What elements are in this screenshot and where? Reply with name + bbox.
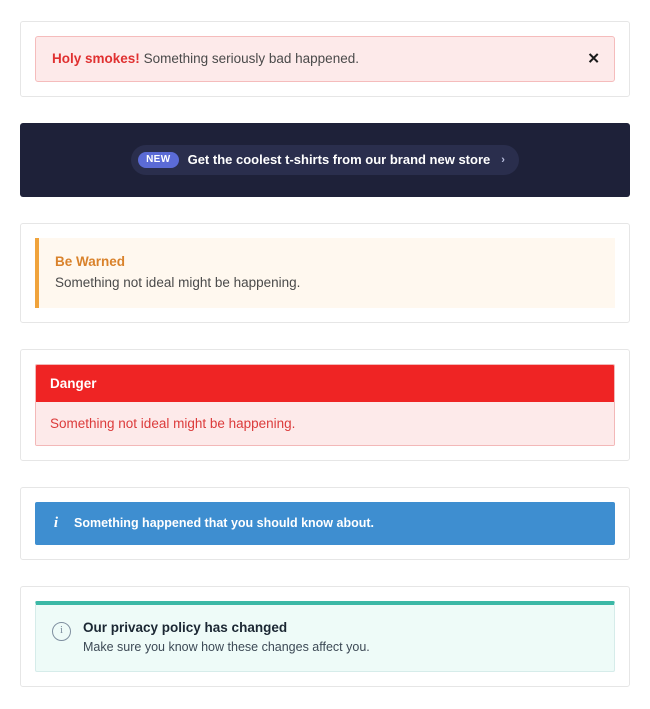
danger-block-title: Danger bbox=[36, 365, 614, 402]
privacy-alert-text bbox=[83, 620, 370, 654]
privacy-alert-message: Make sure you know how these changes affect you. bbox=[83, 639, 370, 654]
danger-alert-message: Something seriously bad happened. bbox=[143, 51, 359, 66]
danger-block-alert bbox=[35, 364, 615, 446]
warning-alert-card bbox=[20, 223, 630, 323]
warning-alert-message: Something not ideal might be happening. bbox=[55, 274, 301, 290]
info-circle-icon: i bbox=[52, 622, 71, 641]
warning-alert-title: Be Warned bbox=[55, 253, 126, 269]
danger-alert-strong-text: Holy smokes! bbox=[52, 51, 140, 66]
promo-message: Get the coolest t-shirts from our brand new store bbox=[187, 152, 491, 168]
promo-banner bbox=[20, 123, 630, 197]
close-icon[interactable]: ✕ bbox=[587, 50, 600, 68]
privacy-alert-title: Our privacy policy has changed bbox=[83, 619, 288, 635]
info-italic-icon: i bbox=[53, 514, 59, 531]
info-bar-alert bbox=[35, 502, 615, 545]
privacy-alert bbox=[35, 601, 615, 672]
info-bar-message: Something happened that you should know about. bbox=[74, 516, 374, 531]
promo-link[interactable] bbox=[131, 145, 519, 175]
new-badge: NEW bbox=[138, 152, 179, 168]
privacy-alert-card bbox=[20, 586, 630, 687]
danger-block-card bbox=[20, 349, 630, 461]
info-alert-card bbox=[20, 487, 630, 560]
warning-alert bbox=[35, 238, 615, 308]
danger-dismissible-alert bbox=[35, 36, 615, 82]
danger-alert-card bbox=[20, 21, 630, 97]
chevron-right-icon: › bbox=[501, 153, 505, 166]
danger-block-message: Something not ideal might be happening. bbox=[36, 402, 614, 445]
